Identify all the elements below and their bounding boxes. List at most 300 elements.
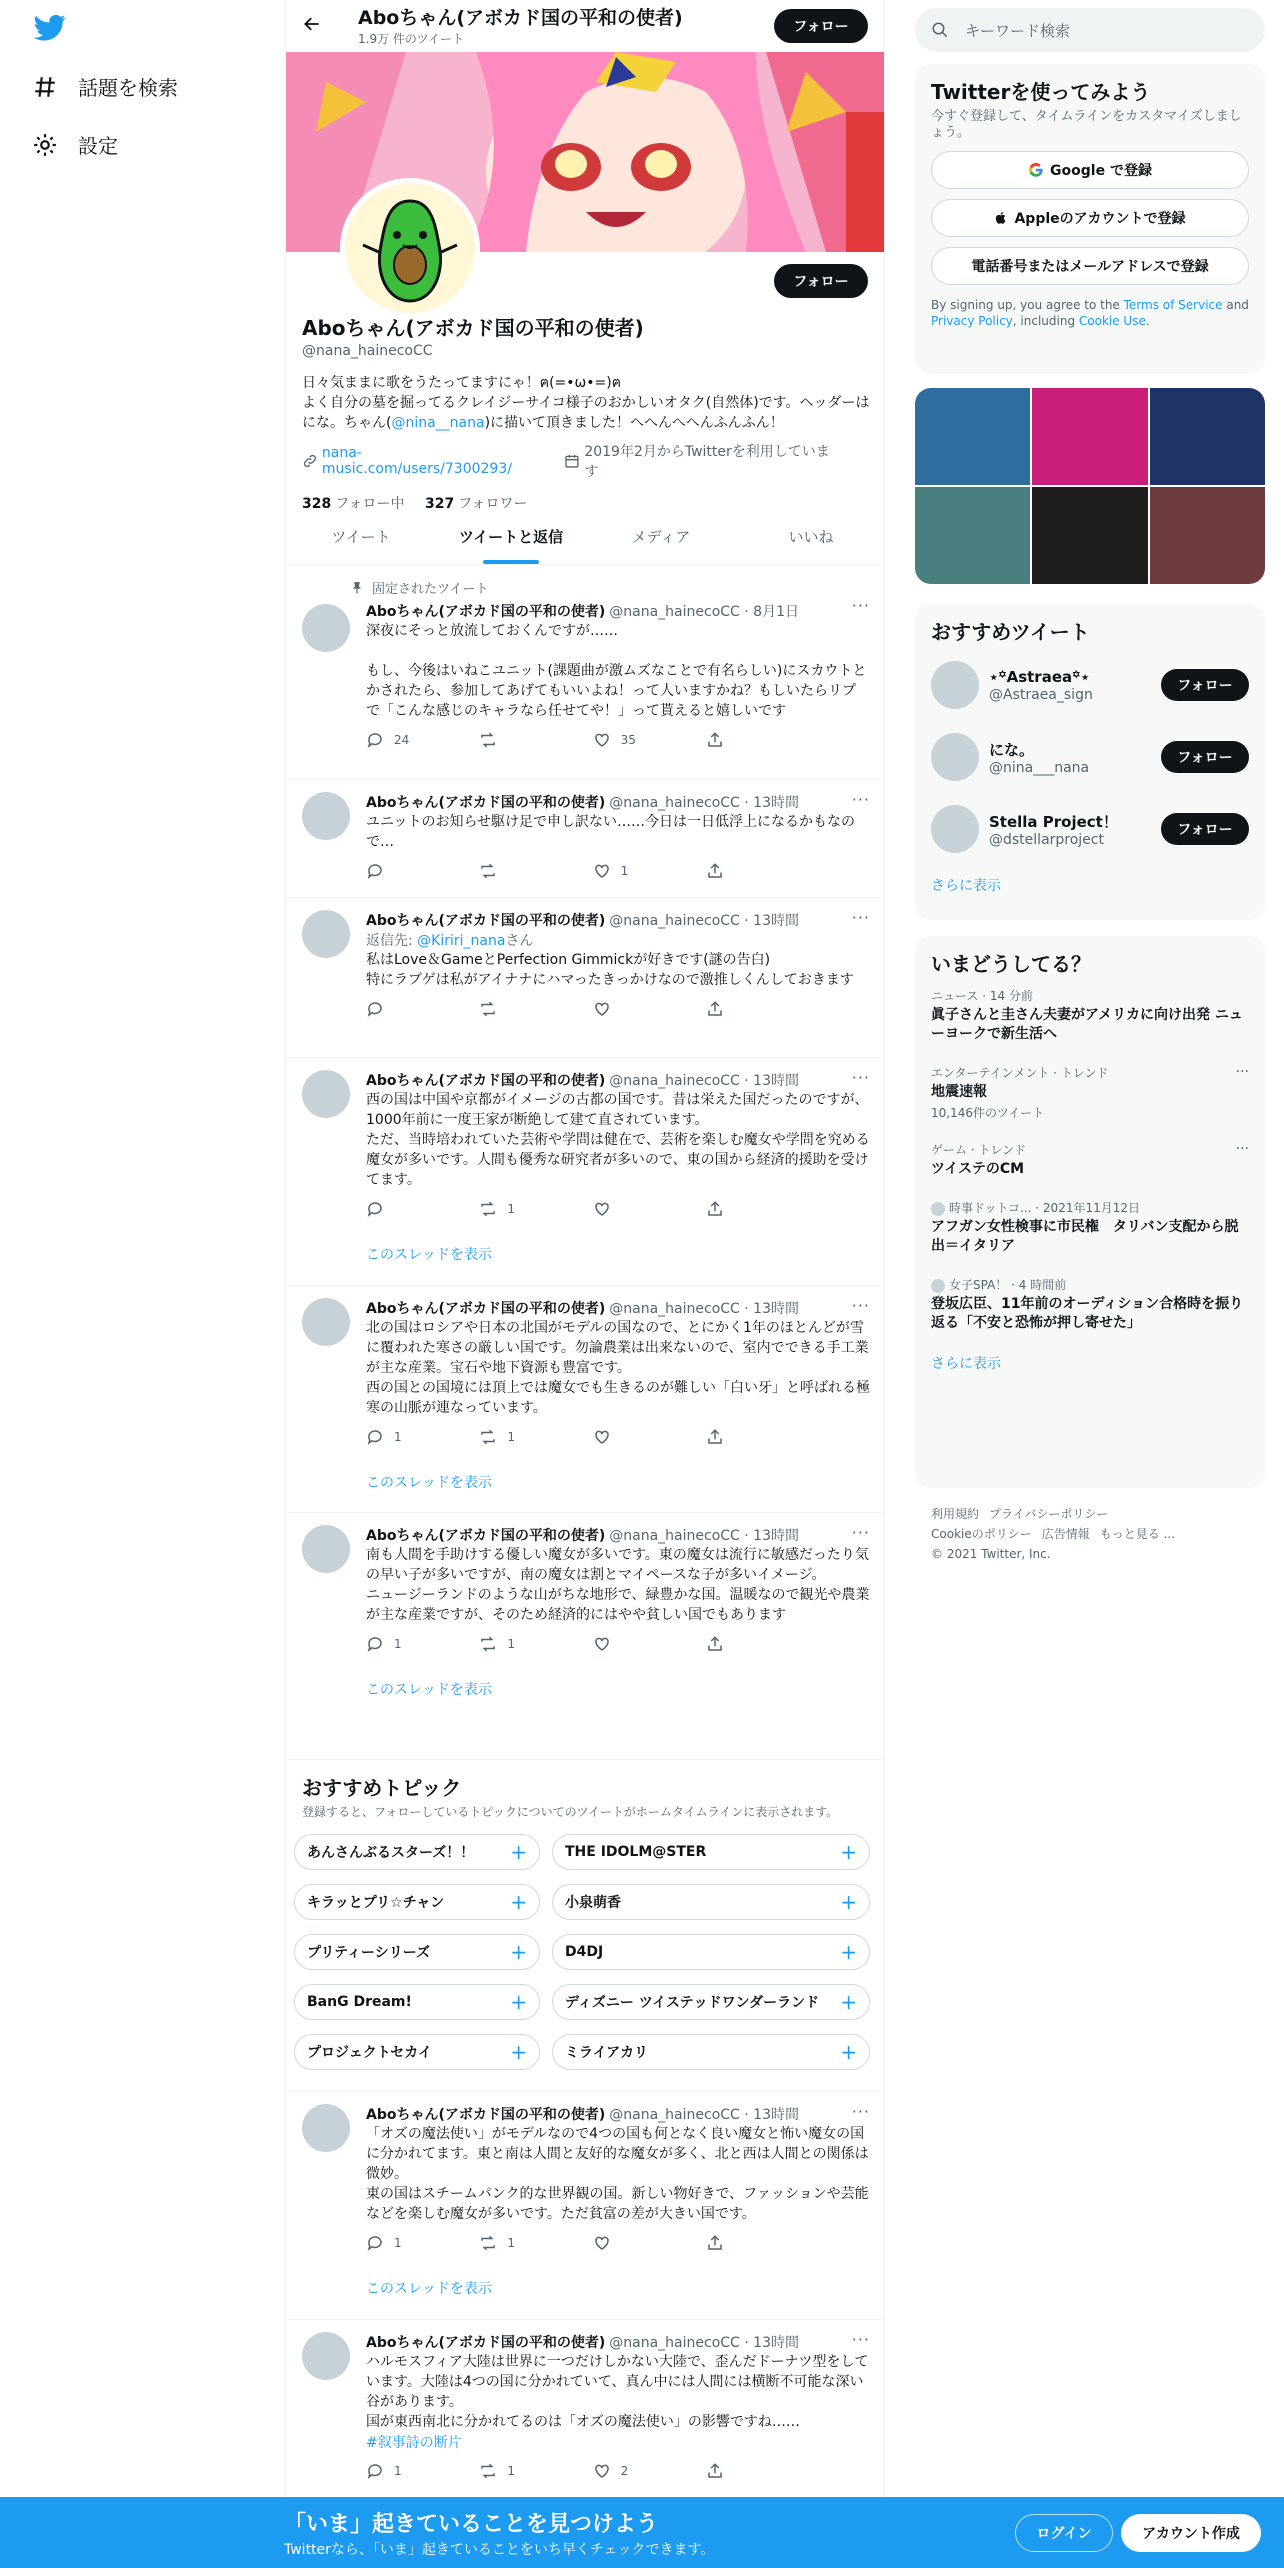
reply-icon (366, 2234, 384, 2252)
tweet-handle-time: @nana_hainecoCC · 8月1日 (609, 604, 799, 620)
show-thread-link[interactable]: このスレッドを表示 (366, 2281, 492, 2297)
gear-icon (32, 132, 58, 158)
trend-item[interactable] (915, 1054, 1265, 1131)
share-icon (706, 1428, 724, 1446)
avatar[interactable] (302, 1070, 350, 1118)
following-count: 328 (302, 496, 332, 512)
trend-context: ニュース · 14 分前 (931, 989, 1033, 1003)
bio-line-2 (302, 393, 870, 433)
tweet[interactable] (286, 2320, 885, 2520)
more-icon[interactable]: ··· (851, 2330, 870, 2349)
like-count: 1 (620, 864, 629, 878)
topics-subtitle: 登録すると、フォローしているトピックについてのツイートがホームタイムラインに表示されます。 (302, 1805, 839, 1819)
share-button[interactable] (706, 862, 766, 880)
retweet-count: 1 (507, 1430, 515, 1444)
signup-button[interactable]: アカウント作成 (1121, 2514, 1261, 2552)
avatar[interactable] (302, 2332, 350, 2380)
google-signup-button[interactable] (931, 151, 1249, 189)
link-icon (302, 453, 318, 469)
topic-label: THE IDOLM@STER (565, 1844, 707, 1860)
tweet[interactable] (286, 1286, 885, 1513)
footer-ads-link[interactable]: 広告情報 (1041, 1527, 1090, 1541)
retweet-button[interactable] (479, 1635, 539, 1653)
share-button[interactable] (706, 1200, 766, 1218)
tab-likes[interactable]: いいね (788, 527, 834, 546)
tweet-text: ユニットのお知らせ駆け足で申し訳ない……今日は一日低浮上になるかもなので… (366, 814, 856, 850)
profile-link-item (302, 445, 550, 477)
tweet-handle-time: @nana_hainecoCC · 13時間 (609, 1301, 799, 1317)
retweet-icon (479, 1000, 497, 1018)
trend-context: ゲーム · トレンド (931, 1143, 1027, 1157)
topic-chip[interactable] (552, 1934, 870, 1970)
plus-icon[interactable]: + (510, 1890, 527, 1914)
topic-chip[interactable] (552, 1984, 870, 2020)
topic-label: ミライアカリ (565, 2045, 649, 2061)
tweet-text: ハルモスフィア大陸は世界に一つだけしかない大陸で、歪んだドーナツ型をしています。大陸は4つの国に分かれていて、真ん中には人間には横断不可能な深い谷があります。 国が東西南北に分かれてるのは「オズの魔法使い」の影響ですね…… (366, 2354, 869, 2430)
avatar[interactable] (931, 805, 979, 853)
follow-button[interactable]: フォロー (1161, 813, 1249, 845)
tweet-author[interactable]: Aboちゃん(アボカド国の平和の使者) (366, 1528, 606, 1544)
like-button[interactable] (593, 731, 653, 749)
topic-label: BanG Dream! (307, 1994, 412, 2010)
heart-icon (593, 2462, 611, 2480)
tab-tweets[interactable]: ツイート (331, 527, 391, 546)
show-thread-link[interactable]: このスレッドを表示 (366, 1682, 492, 1698)
share-icon (706, 731, 724, 749)
retweet-icon (479, 2234, 497, 2252)
footer-cookie-link[interactable]: Cookieのポリシー (931, 1527, 1032, 1541)
media-thumbnail[interactable] (1150, 388, 1265, 485)
trends-panel (915, 936, 1265, 1488)
show-thread-link[interactable]: このスレッドを表示 (366, 1247, 492, 1263)
avatar[interactable] (302, 604, 350, 652)
profile-bio (302, 373, 870, 433)
share-icon (706, 2462, 724, 2480)
who-to-follow-panel (915, 604, 1265, 920)
profile-joined (564, 441, 856, 481)
account-name: ⋆꙳Astraea꙳⋆ (989, 668, 1090, 686)
tweet-handle-time: @nana_hainecoCC · 13時間 (609, 913, 799, 929)
like-button[interactable] (593, 862, 653, 880)
trend-context-text: 女子SPA！ · 4 時間前 (949, 1278, 1067, 1292)
share-icon (706, 1635, 724, 1653)
like-button[interactable] (593, 2234, 653, 2252)
retweet-count: 1 (507, 2464, 515, 2478)
signup-title: Twitterを使ってみよう (931, 80, 1151, 104)
trend-title: アフガン女性検事に市民権 タリバン支配から脱出＝イタリア (931, 1219, 1239, 1254)
media-thumbnail[interactable] (915, 388, 1030, 485)
terms-text: . (1145, 314, 1150, 328)
calendar-icon (564, 453, 580, 469)
avatar[interactable] (302, 1298, 350, 1346)
tweet-actions (366, 1635, 806, 1653)
main-column (285, 0, 885, 2568)
heart-icon (593, 1428, 611, 1446)
follow-button[interactable]: フォロー (1161, 669, 1249, 701)
replying-to (366, 930, 870, 950)
reply-count: 1 (394, 2236, 402, 2250)
retweet-button[interactable] (479, 731, 539, 749)
avatar[interactable] (302, 1525, 350, 1573)
tweet-text: 北の国はロシアや日本の北国がモデルの国なので、とにかく1年のほとんどが雪に覆われた寒さの厳しい国です。勿論農業は出来ないので、室内でできる手工業が主な産業。宝石や地下資源も豊富です。 西の国との国境には頂上では魔女でも生きるのが難しい「白い牙」と呼ばれる極寒の山脈が連なっています。 (366, 1320, 870, 1416)
tweet[interactable] (286, 780, 885, 898)
retweet-button[interactable] (479, 1200, 539, 1218)
header-follow-button[interactable]: フォロー (774, 9, 868, 43)
reply-icon (366, 731, 384, 749)
profile-website-link[interactable]: nana-music.com/users/7300293/ (321, 445, 512, 477)
media-thumbnail[interactable] (1032, 487, 1147, 584)
reply-to-link[interactable]: @Kiriri_nana (417, 933, 506, 949)
cookie-use-link[interactable]: Cookie Use (1078, 314, 1146, 328)
topic-label: 小泉萌香 (565, 1895, 621, 1911)
google-icon (1028, 162, 1044, 178)
topic-chip[interactable] (294, 1934, 540, 1970)
trend-item[interactable] (915, 1131, 1265, 1189)
like-button[interactable] (593, 2462, 653, 2480)
tweet[interactable] (286, 1058, 885, 1286)
trend-context-text: 時事ドットコ... · 2021年11月12日 (949, 1201, 1141, 1215)
tweet-text: 深夜にそっと放流しておくんですが…… もし、今後はいねこユニット(課題曲が激ムズなことで有名らしい)にスカウトとかされたら、参加してあげてもいいよね！って人いますかね？もしいたらリプで「こんな感じのキャラなら任せてや！」って貰えると嬉しいです (366, 623, 867, 719)
tweet-text: 西の国は中国や京都がイメージの古都の国です。昔は栄えた国だったのですが、1000年前に一度王家が断絶して建て直されています。 ただ、当時培われていた芸術や学問は健在で、芸術を楽しむ魔女や学問を究める魔女が多いです。人間も優秀な研究者が多いので、東の国から経済的援助を受けてます。 (366, 1092, 870, 1188)
share-icon (706, 862, 724, 880)
tweet-author[interactable]: Aboちゃん(アボカド国の平和の使者) (366, 795, 606, 811)
tweet[interactable] (286, 566, 885, 780)
more-icon[interactable]: ··· (851, 908, 870, 927)
trend-count: 10,146件のツイート (931, 1106, 1045, 1120)
trends-title: いまどうしてる？ (931, 952, 1091, 976)
who-to-follow-title: おすすめツイート (931, 620, 1090, 644)
media-thumbnail[interactable] (1032, 388, 1147, 485)
account-row[interactable] (915, 649, 1265, 721)
tweet-handle-time: @nana_hainecoCC · 13時間 (609, 795, 799, 811)
like-count: 35 (620, 733, 636, 747)
login-button[interactable]: ログイン (1015, 2514, 1113, 2552)
tweet-actions (366, 1428, 806, 1446)
trend-title: ツイステのCM (931, 1161, 1025, 1177)
trend-context: エンターテインメント · トレンド (931, 1066, 1109, 1080)
reply-button[interactable] (366, 1000, 426, 1018)
reply-icon (366, 1635, 384, 1653)
trend-title: 地震速報 (931, 1084, 987, 1100)
retweet-icon (479, 1428, 497, 1446)
retweet-count: 1 (507, 1202, 515, 1216)
retweet-icon (479, 862, 497, 880)
profile-info (302, 312, 870, 513)
reply-count: 1 (394, 1637, 402, 1651)
plus-icon[interactable]: + (840, 1840, 857, 1864)
retweet-count: 1 (507, 1637, 515, 1651)
tweet-handle-time: @nana_hainecoCC · 13時間 (609, 1073, 799, 1089)
heart-icon (593, 862, 611, 880)
topic-chip[interactable] (294, 1834, 540, 1870)
more-icon[interactable]: ··· (851, 1523, 870, 1542)
plus-icon[interactable]: + (510, 1840, 527, 1864)
retweet-button[interactable] (479, 862, 539, 880)
trend-title: 登坂広臣、11年前のオーディション合格時を振り返る「不安と恐怖が押し寄せた」 (931, 1296, 1244, 1331)
search-input[interactable] (915, 8, 1265, 52)
privacy-policy-link[interactable]: Privacy Policy (931, 314, 1013, 328)
tweet-author[interactable]: Aboちゃん(アボカド国の平和の使者) (366, 1073, 606, 1089)
avatar[interactable] (302, 910, 350, 958)
topic-label: キラッとプリ☆チャン (307, 1895, 445, 1911)
trend-item[interactable] (915, 1266, 1265, 1343)
show-more-link[interactable]: さらに表示 (931, 878, 1001, 894)
search-placeholder: キーワード検索 (965, 21, 1071, 40)
reply-count: 24 (394, 733, 410, 747)
profile-name: Aboちゃん(アボカド国の平和の使者) (302, 316, 644, 340)
reply-icon (366, 1000, 384, 1018)
apple-signup-label: Appleのアカウントで登録 (1014, 211, 1186, 227)
tweet-text: 私はLove＆GameとPerfection Gimmickが好きです(謎の告白) 特にラブゲは私がアイナナにハマったきっかけなので激推しくんしておきます (366, 952, 854, 988)
bio-text: よく自分の墓を掘ってるクレイジーサイコ様子のおかしいオタク(自然体)です。ヘッダーはにな。ちゃん( (302, 395, 870, 431)
trend-item[interactable] (915, 977, 1265, 1054)
topic-chip[interactable] (294, 1984, 540, 2020)
reply-suffix: さん (505, 933, 534, 949)
tweet-text: 「オズの魔法使い」がモデルなので4つの国も何となく良い魔女と怖い魔女の国に分かれてます。東と南は人間と友好的な魔女が多く、北と西は人間との関係は微妙。 東の国はスチームパンク的な世界観の国。新しい物好きで、ファッションや芸能などを楽しむ魔女が多いです。ただ貧富の差が大きい国です。 (366, 2126, 869, 2222)
reply-button[interactable] (366, 2462, 426, 2480)
tab-tweets-and-replies[interactable]: ツイートと返信 (436, 508, 586, 564)
nav-settings-label: 設定 (78, 134, 118, 158)
trend-title: 眞子さんと圭さん夫妻がアメリカに向け出発 ニューヨークで新生活へ (931, 1007, 1243, 1042)
footer-terms-link[interactable]: 利用規約 (931, 1507, 980, 1521)
followers-count: 327 (425, 496, 455, 512)
retweet-button[interactable] (479, 1428, 539, 1446)
retweet-button[interactable] (479, 1000, 539, 1018)
share-button[interactable] (706, 731, 766, 749)
share-button[interactable] (706, 1000, 766, 1018)
show-more-trends-link[interactable]: さらに表示 (931, 1356, 1001, 1372)
pinned-label (350, 578, 870, 597)
account-row[interactable] (915, 793, 1265, 865)
tweet-actions (366, 862, 806, 880)
tweet-handle-time: @nana_hainecoCC · 13時間 (609, 2107, 799, 2123)
footer-privacy-link[interactable]: プライバシーポリシー (989, 1507, 1109, 1521)
tweet-author[interactable]: Aboちゃん(アボカド国の平和の使者) (366, 2107, 606, 2123)
search-icon (931, 21, 949, 39)
terms-text: By signing up, you agree to the (931, 298, 1124, 312)
plus-icon[interactable]: + (840, 1890, 857, 1914)
signup-terms (915, 285, 1265, 329)
terms-text: and (1222, 298, 1249, 312)
tweet-actions (366, 731, 806, 749)
account-row[interactable] (915, 721, 1265, 793)
account-handle: @dstellarproject (989, 831, 1104, 848)
plus-icon[interactable]: + (840, 1990, 857, 2014)
more-icon[interactable]: ··· (851, 1068, 870, 1087)
topic-chip[interactable] (552, 1834, 870, 1870)
bio-line-1: 日々気ままに歌をうたってますにゃ！ฅ(=•ω•=)ฅ (302, 375, 622, 391)
signup-desc: 今すぐ登録して、タイムラインをカスタマイズしましょう。 (931, 109, 1242, 140)
topics-title: おすすめトピック (302, 1776, 462, 1800)
reply-button[interactable] (366, 731, 426, 749)
tweet-actions (366, 1200, 806, 1218)
back-arrow-icon[interactable] (302, 14, 338, 38)
apple-icon (994, 210, 1008, 226)
bottom-bar-title: 「いま」起きていることを見つけよう (284, 2512, 659, 2537)
tweet-text: 南も人間を手助けする優しい魔女が多いです。東の魔女は流行に敏感だったり気の早い子が多いですが、南の魔女は割とマイペースな子が多いイメージ。 ニュージーランドのような山がちな地形で、緑豊かな国。温暖なので観光や農業が主な産業ですが、そのため経済的にはやや貧しい国でもあります (366, 1547, 870, 1623)
terms-of-service-link[interactable]: Terms of Service (1123, 298, 1223, 312)
more-icon[interactable]: ··· (851, 2102, 870, 2121)
tweet-feed (286, 566, 885, 2520)
hashtag-link[interactable]: #叙事詩の断片 (366, 2435, 462, 2451)
share-icon (706, 1200, 724, 1218)
footer-more-link[interactable]: もっと見る ... (1099, 1527, 1176, 1541)
share-button[interactable] (706, 1428, 766, 1446)
phone-email-signup-button[interactable]: 電話番号またはメールアドレスで登録 (931, 247, 1249, 285)
nav-explore-label: 話題を検索 (78, 76, 178, 100)
source-avatar (931, 1279, 945, 1293)
plus-icon[interactable]: + (510, 2040, 527, 2064)
reply-icon (366, 1200, 384, 1218)
profile-handle: @nana_hainecoCC (302, 343, 433, 359)
topic-label: プロジェクトセカイ (307, 2045, 432, 2061)
tweet-actions (366, 2462, 806, 2480)
reply-button[interactable] (366, 1635, 426, 1653)
followers-label: フォロワー (458, 496, 528, 512)
trend-item[interactable] (915, 1189, 1265, 1266)
tweet-author[interactable]: Aboちゃん(アボカド国の平和の使者) (366, 913, 606, 929)
profile-follow-button[interactable]: フォロー (774, 264, 868, 298)
hashtag-icon (32, 74, 58, 100)
topic-chip[interactable] (294, 2034, 540, 2070)
share-button[interactable] (706, 1635, 766, 1653)
like-count: 2 (620, 2464, 629, 2478)
tweet-author[interactable]: Aboちゃん(アボカド国の平和の使者) (366, 604, 606, 620)
account-handle: @nina___nana (989, 759, 1090, 776)
bottom-signup-bar (0, 2497, 1284, 2568)
topic-label: あんさんぶるスターズ！！ (307, 1845, 475, 1861)
source-avatar (931, 1202, 945, 1216)
more-icon[interactable]: ··· (851, 1296, 870, 1315)
profile-avatar[interactable] (340, 178, 480, 318)
bottom-bar-subtitle: Twitterなら、「いま」起きていることをいち早くチェックできます。 (284, 2542, 715, 2558)
topic-chip[interactable] (294, 1884, 540, 1920)
bio-mention-link[interactable]: @nina__nana (391, 415, 485, 431)
tweet-handle-time: @nana_hainecoCC · 13時間 (609, 2335, 799, 2351)
heart-icon (593, 1200, 611, 1218)
signup-panel (915, 64, 1265, 374)
trend-context (931, 1276, 1249, 1293)
tweet-handle-time: @nana_hainecoCC · 13時間 (609, 1528, 799, 1544)
reply-button[interactable] (366, 1200, 426, 1218)
share-button[interactable] (706, 2462, 766, 2480)
retweet-icon (479, 1200, 497, 1218)
heart-icon (593, 1635, 611, 1653)
trend-context (931, 1199, 1249, 1216)
reply-icon (366, 862, 384, 880)
like-button[interactable] (593, 1000, 653, 1018)
reply-button[interactable] (366, 2234, 426, 2252)
reply-prefix: 返信先: (366, 933, 418, 949)
retweet-count: 1 (507, 2236, 515, 2250)
show-thread-link[interactable]: このスレッドを表示 (366, 1475, 492, 1491)
avatar[interactable] (931, 733, 979, 781)
following-label: フォロー中 (335, 496, 405, 512)
tweet[interactable] (286, 2092, 885, 2320)
follow-button[interactable]: フォロー (1161, 741, 1249, 773)
more-icon[interactable]: ··· (1235, 1064, 1249, 1080)
share-button[interactable] (706, 2234, 766, 2252)
tweet-actions (366, 2234, 806, 2252)
reply-count: 1 (394, 2464, 402, 2478)
heart-icon (593, 1000, 611, 1018)
avatar[interactable] (302, 2104, 350, 2152)
profile-header-bar (286, 0, 884, 52)
bio-text-end: )に描いて頂きました！へへんへへんふんふん！ (484, 415, 784, 431)
topic-label: プリティーシリーズ (307, 1945, 431, 1961)
tweet[interactable] (286, 1513, 885, 1760)
tweet-author[interactable]: Aboちゃん(アボカド国の平和の使者) (366, 1301, 606, 1317)
pin-icon (350, 581, 364, 595)
media-thumbnail[interactable] (915, 487, 1030, 584)
retweet-button[interactable] (479, 2462, 539, 2480)
avatar[interactable] (302, 792, 350, 840)
more-icon[interactable]: ··· (1235, 1141, 1249, 1157)
reply-button[interactable] (366, 1428, 426, 1446)
reply-icon (366, 1428, 384, 1446)
topic-grid (294, 1834, 870, 2070)
reply-icon (366, 2462, 384, 2480)
share-icon (706, 1000, 724, 1018)
like-button[interactable] (593, 1200, 653, 1218)
footer-links (931, 1504, 1185, 1564)
account-name: にな。 (989, 740, 1035, 759)
tweet-author[interactable]: Aboちゃん(アボカド国の平和の使者) (366, 2335, 606, 2351)
nav-explore[interactable] (32, 72, 178, 101)
like-button[interactable] (593, 1428, 653, 1446)
apple-signup-button[interactable] (931, 199, 1249, 237)
twitter-logo-icon[interactable] (34, 14, 66, 46)
topic-label: D4DJ (565, 1944, 604, 1960)
nav-settings[interactable] (32, 130, 118, 159)
more-icon[interactable]: ··· (851, 790, 870, 809)
account-name: Stella Project！ (989, 812, 1118, 831)
retweet-button[interactable] (479, 2234, 539, 2252)
tweet-actions (366, 1000, 806, 1018)
topic-chip[interactable] (552, 1884, 870, 1920)
profile-joined-text: 2019年2月からTwitterを利用しています (584, 444, 830, 480)
terms-text: , including (1012, 314, 1079, 328)
reply-count: 1 (394, 1430, 402, 1444)
heart-icon (593, 2234, 611, 2252)
media-thumbnail[interactable] (1150, 487, 1265, 584)
google-signup-label: Google で登録 (1050, 163, 1152, 179)
tab-media[interactable]: メディア (631, 527, 691, 546)
plus-icon[interactable]: + (840, 2040, 857, 2064)
account-handle: @Astraea_sign (989, 687, 1093, 703)
recommended-topics (286, 1760, 885, 2092)
pinned-text: 固定されたツイート (372, 582, 489, 597)
profile-tabs (286, 508, 885, 565)
avatar[interactable] (931, 661, 979, 709)
like-button[interactable] (593, 1635, 653, 1653)
header-name: Aboちゃん(アボカド国の平和の使者) (358, 6, 683, 29)
more-icon[interactable]: ··· (851, 596, 870, 615)
header-tweet-count: 1.9万 件のツイート (358, 31, 465, 46)
plus-icon[interactable]: + (840, 1940, 857, 1964)
heart-icon (593, 731, 611, 749)
reply-button[interactable] (366, 862, 426, 880)
plus-icon[interactable]: + (510, 1940, 527, 1964)
topic-label: ディズニー ツイステッドワンダーランド (565, 1995, 820, 2011)
tweet[interactable] (286, 898, 885, 1058)
plus-icon[interactable]: + (510, 1990, 527, 2014)
topic-chip[interactable] (552, 2034, 870, 2070)
retweet-icon (479, 2462, 497, 2480)
retweet-icon (479, 1635, 497, 1653)
share-icon (706, 2234, 724, 2252)
retweet-icon (479, 731, 497, 749)
